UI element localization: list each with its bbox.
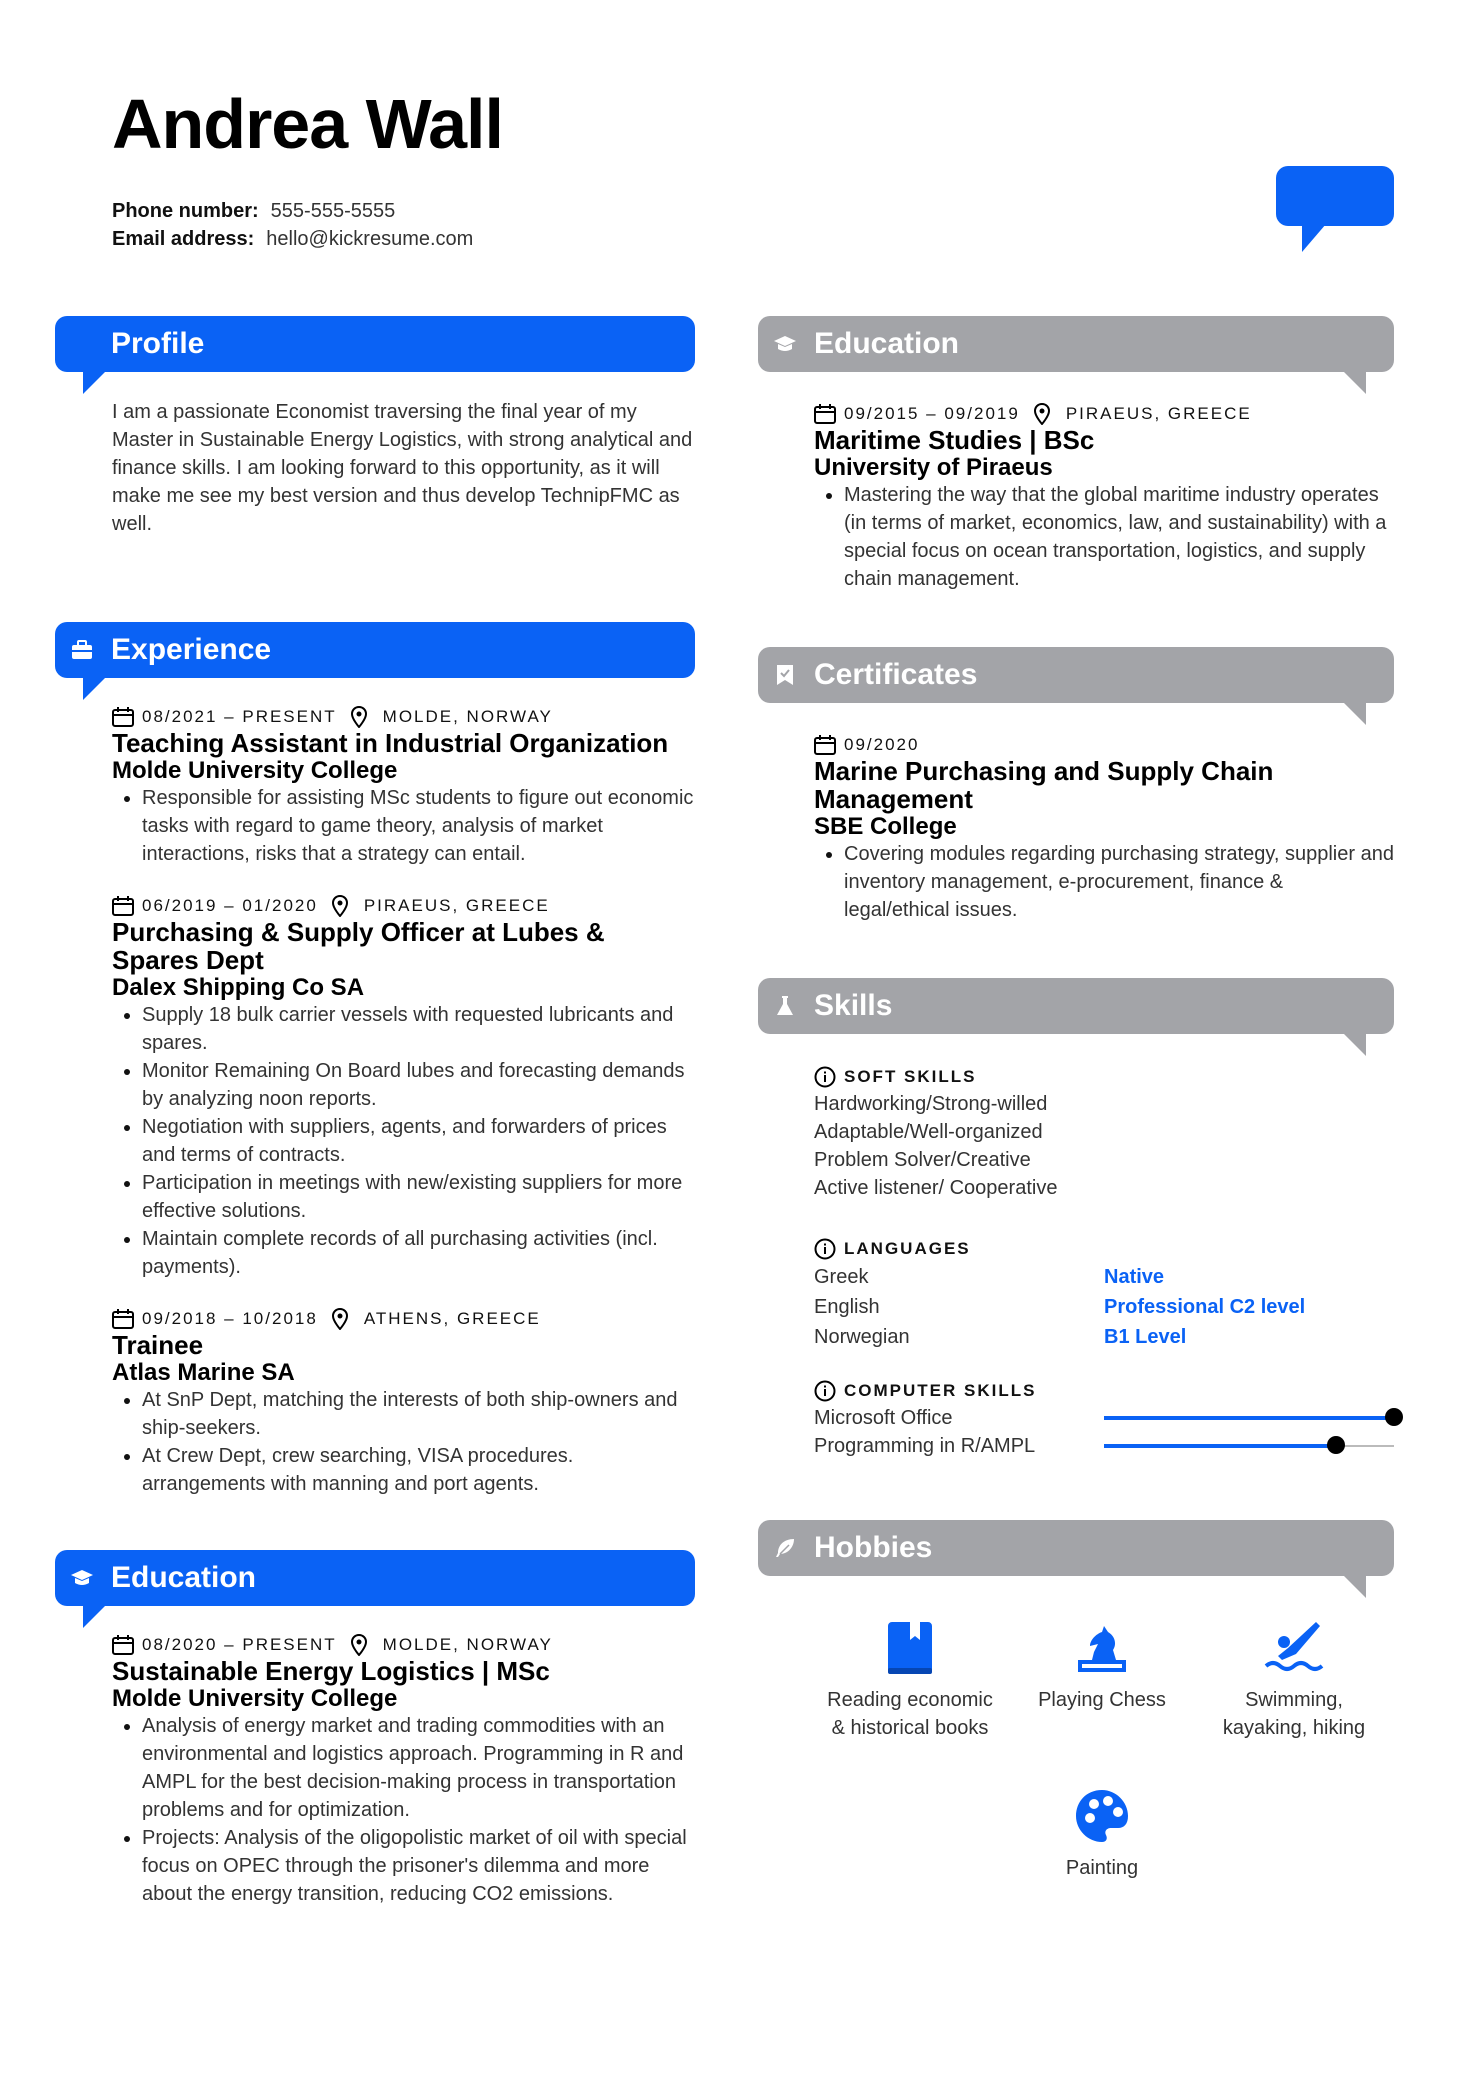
entry-location: PIRAEUS, GREECE	[363, 896, 550, 915]
entry-title: Maritime Studies | BSc	[814, 425, 1095, 455]
resume-name: Andrea Wall	[112, 85, 503, 163]
languages-list	[814, 1262, 1394, 1352]
entry-title: Purchasing & Supply Officer at Lubes & Spares Dept	[112, 917, 605, 975]
computer-skill-row	[814, 1432, 1394, 1460]
location-pin-icon	[1034, 403, 1050, 425]
languages-label: LANGUAGES	[844, 1239, 971, 1258]
entry-location-wrap	[1034, 403, 1252, 425]
entry	[814, 733, 1394, 924]
entry-bullets	[112, 784, 695, 868]
briefcase-icon	[71, 639, 93, 661]
bullet-item: • Analysis of energy market and trading commodities with an environmental and logistics approach. Programming in R and AMPL for the best decision-making process in transportation problems and for optimization.	[142, 1712, 695, 1824]
feather-icon	[774, 1537, 796, 1559]
entry-organization: University of Piraeus	[814, 454, 1053, 481]
calendar-icon	[814, 404, 836, 424]
experience-header	[55, 622, 695, 678]
entry-dates: 08/2020 – PRESENT	[142, 1635, 337, 1654]
phone-label: Phone number:	[112, 200, 259, 222]
bullet-item: • Supply 18 bulk carrier vessels with requested lubricants and spares.	[142, 1001, 695, 1057]
languages-heading	[814, 1236, 1394, 1262]
entry	[112, 894, 695, 1281]
bullet-item: • Covering modules regarding purchasing strategy, supplier and inventory management, e-procurement, finance & legal/ethical issues.	[844, 840, 1394, 924]
profile-text: I am a passionate Economist traversing the final year of my Master in Sustainable Energy Logistics, with strong analytical and finance skills. I am looking forward to this opportunity, as it will make me see my best version and thus develop TechnipFMC as well.	[112, 401, 693, 535]
certificate-icon	[774, 664, 796, 686]
education-title-right: Education	[814, 327, 960, 360]
computer-skills-heading	[814, 1378, 1394, 1404]
skills-title: Skills	[814, 989, 893, 1022]
bullet-item: • At Crew Dept, crew searching, VISA procedures. arrangements with manning and port agents.	[142, 1442, 695, 1498]
entry-bullets	[112, 1712, 695, 1908]
entry-location: ATHENS, GREECE	[363, 1309, 541, 1328]
language-name: Norwegian	[814, 1326, 910, 1348]
computer-skill-name: Microsoft Office	[814, 1406, 953, 1429]
info-icon	[814, 1238, 836, 1260]
computer-skills-label: COMPUTER SKILLS	[844, 1381, 1037, 1400]
entry-title: Sustainable Energy Logistics | MSc	[112, 1656, 550, 1686]
swimmer-icon	[1264, 1620, 1324, 1676]
email-value: hello@kickresume.com	[266, 228, 474, 250]
entry-organization: Dalex Shipping Co SA	[112, 974, 365, 1001]
education-title-left: Education	[111, 1561, 257, 1594]
bullet-item: • Monitor Remaining On Board lubes and forecasting demands by analyzing noon reports.	[142, 1057, 695, 1113]
entry-location: MOLDE, NORWAY	[382, 1635, 553, 1654]
entry-meta	[112, 894, 695, 918]
entry-location-wrap	[351, 706, 553, 728]
hobby-label: Reading economic & historical books	[827, 1689, 993, 1739]
soft-skills-label: SOFT SKILLS	[844, 1067, 977, 1086]
soft-skill-item: Hardworking/Strong-willed	[814, 1093, 1048, 1115]
entry-bullets	[814, 481, 1394, 593]
certificates-header	[758, 647, 1394, 703]
education-list-right	[758, 402, 1394, 593]
computer-skill-name: Programming in R/AMPL	[814, 1434, 1036, 1457]
entry-location: PIRAEUS, GREECE	[1065, 404, 1252, 423]
entry-dates: 06/2019 – 01/2020	[142, 896, 318, 915]
hobbies-header	[758, 1520, 1394, 1576]
palette-icon	[1074, 1788, 1130, 1844]
phone-value: 555-555-5555	[270, 200, 396, 222]
entry-bullets	[814, 840, 1394, 924]
language-level: Native	[1104, 1266, 1165, 1288]
entry-meta	[814, 733, 1394, 757]
soft-skills-list	[814, 1090, 1394, 1202]
email-label: Email address:	[112, 228, 255, 250]
soft-skill-item: Problem Solver/Creative	[814, 1149, 1031, 1171]
location-pin-icon	[332, 895, 348, 917]
hobbies-title: Hobbies	[814, 1531, 933, 1564]
location-pin-icon	[351, 706, 367, 728]
location-pin-icon	[332, 1308, 348, 1330]
contact-block	[112, 197, 473, 253]
education-list-left	[55, 1633, 695, 1908]
skill-level-bar	[1104, 1445, 1394, 1447]
hobby-painting	[1012, 1788, 1192, 1882]
entry-organization: SBE College	[814, 813, 957, 840]
language-name: Greek	[814, 1266, 869, 1288]
hobby-label: Swimming, kayaking, hiking	[1222, 1689, 1366, 1739]
skill-level-knob	[1385, 1408, 1403, 1426]
hobby-swimming	[1204, 1620, 1384, 1742]
skill-level-fill	[1104, 1444, 1336, 1448]
education-header-right	[758, 316, 1394, 372]
soft-skills-heading	[814, 1064, 1394, 1090]
skills-body	[758, 1064, 1394, 1460]
calendar-icon	[112, 1309, 134, 1329]
soft-skill-item: Active listener/ Cooperative	[814, 1177, 1058, 1199]
entry-bullets	[112, 1001, 695, 1281]
bullet-item: • At SnP Dept, matching the interests of both ship-owners and ship-seekers.	[142, 1386, 695, 1442]
flask-icon	[774, 995, 796, 1017]
entry-location: MOLDE, NORWAY	[382, 707, 553, 726]
info-icon	[814, 1380, 836, 1402]
entry	[112, 705, 695, 868]
calendar-icon	[112, 1635, 134, 1655]
hobby-label: Playing Chess	[1038, 1689, 1166, 1711]
entry-location-wrap	[332, 1308, 541, 1330]
language-row	[814, 1262, 1394, 1292]
profile-title: Profile	[111, 327, 205, 360]
language-level: Professional C2 level	[1104, 1296, 1306, 1318]
entry-title: Teaching Assistant in Industrial Organization	[112, 728, 669, 758]
entry-title: Marine Purchasing and Supply Chain Management	[814, 756, 1274, 814]
entry-location-wrap	[351, 1634, 553, 1656]
language-name: English	[814, 1296, 880, 1318]
bullet-item: • Responsible for assisting MSc students to figure out economic tasks with regard to game theory, analysis of market interactions, risks that a strategy can entail.	[142, 784, 695, 868]
book-icon	[886, 1620, 934, 1676]
soft-skill-item: Adaptable/Well-organized	[814, 1121, 1043, 1143]
language-level: B1 Level	[1104, 1326, 1187, 1348]
entry-organization: Atlas Marine SA	[112, 1359, 295, 1386]
language-row	[814, 1292, 1394, 1322]
chess-knight-icon	[1074, 1620, 1130, 1676]
entry-meta	[112, 1633, 695, 1657]
skill-level-fill	[1104, 1416, 1394, 1420]
skill-level-bar	[1104, 1417, 1394, 1419]
hobby-chess	[1012, 1620, 1192, 1714]
entry-dates: 09/2015 – 09/2019	[844, 404, 1020, 423]
calendar-icon	[112, 896, 134, 916]
entry-dates: 09/2018 – 10/2018	[142, 1309, 318, 1328]
experience-title: Experience	[111, 633, 272, 666]
entry-dates: 08/2021 – PRESENT	[142, 707, 337, 726]
location-pin-icon	[351, 1634, 367, 1656]
entry-organization: Molde University College	[112, 1685, 398, 1712]
computer-skills-list	[814, 1404, 1394, 1460]
info-icon	[814, 1066, 836, 1088]
calendar-icon	[112, 707, 134, 727]
bullet-item: • Maintain complete records of all purchasing activities (incl. payments).	[142, 1225, 695, 1281]
bullet-item: • Participation in meetings with new/existing suppliers for more effective solutions.	[142, 1169, 695, 1225]
entry-meta	[814, 402, 1394, 426]
experience-list	[55, 705, 695, 1498]
entry-bullets	[112, 1386, 695, 1498]
certificates-title: Certificates	[814, 658, 978, 691]
entry-organization: Molde University College	[112, 757, 398, 784]
bullet-item: • Mastering the way that the global maritime industry operates (in terms of market, economics, law, and sustainability) with a special focus on ocean transportation, logistics, and supply chain management.	[844, 481, 1394, 593]
entry	[112, 1633, 695, 1908]
certificates-list	[758, 733, 1394, 924]
bullet-item: • Negotiation with suppliers, agents, and forwarders of prices and terms of contracts.	[142, 1113, 695, 1169]
left-column	[55, 316, 695, 1908]
computer-skill-row	[814, 1404, 1394, 1432]
language-row	[814, 1322, 1394, 1352]
graduation-cap-icon	[71, 1567, 93, 1589]
entry	[112, 1307, 695, 1498]
speech-bubble-icon	[1276, 166, 1394, 254]
entry	[814, 402, 1394, 593]
entry-meta	[112, 1307, 695, 1331]
hobby-label: Painting	[1065, 1857, 1139, 1879]
entry-dates: 09/2020	[844, 735, 920, 754]
calendar-icon	[814, 735, 836, 755]
skills-header	[758, 978, 1394, 1034]
hobby-reading	[820, 1620, 1000, 1742]
bullet-item: • Projects: Analysis of the oligopolistic market of oil with special focus on OPEC through the prisoner's dilemma and more about the energy transition, reducing CO2 emissions.	[142, 1824, 695, 1908]
graduation-cap-icon	[774, 333, 796, 355]
entry-location-wrap	[332, 895, 550, 917]
right-column	[758, 316, 1394, 1576]
skill-level-knob	[1327, 1436, 1345, 1454]
entry-title: Trainee	[112, 1330, 204, 1360]
education-header-left	[55, 1550, 695, 1606]
entry-meta	[112, 705, 695, 729]
profile-header	[55, 316, 695, 372]
